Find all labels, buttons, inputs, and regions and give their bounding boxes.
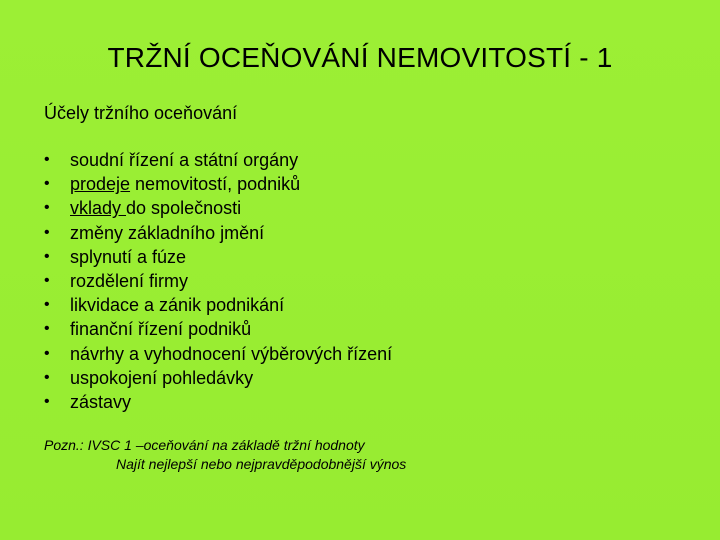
list-item-text: soudní řízení a státní orgány: [70, 150, 299, 170]
bullet-icon: •: [44, 368, 50, 386]
bullet-icon: •: [44, 247, 50, 265]
underlined-text: prodeje: [70, 174, 131, 195]
list-item-text: splynutí a fúze: [70, 246, 187, 267]
slide-title: TRŽNÍ OCEŇOVÁNÍ NEMOVITOSTÍ - 1: [107, 42, 613, 73]
bullet-icon: •: [44, 271, 50, 289]
footnote-line-1: Pozn.: IVSC 1 –oceňování na základě tržní hodnoty: [44, 437, 365, 453]
slide-subtitle: Účely tržního oceňování: [44, 103, 238, 123]
list-item-text: finanční řízení podniků: [70, 319, 252, 340]
footnote-line-2: Najít nejlepší nebo nejpravděpodobnější výnos: [116, 456, 407, 472]
list-item-text: návrhy a vyhodnocení výběrových řízení: [70, 343, 393, 364]
bullet-icon: •: [44, 199, 50, 217]
bullet-icon: •: [44, 296, 50, 314]
list-item-text: vklady do společnosti: [70, 198, 242, 219]
list-item-text: prodeje nemovitostí, podniků: [70, 174, 301, 195]
list-item-text: likvidace a zánik podnikání: [70, 295, 285, 316]
list-item-text: zástavy: [70, 391, 132, 412]
bullet-icon: •: [44, 151, 50, 168]
bullet-icon: •: [44, 175, 50, 193]
list-item-text: uspokojení pohledávky: [70, 367, 254, 388]
bullet-icon: •: [44, 320, 50, 338]
bullet-icon: •: [44, 392, 50, 410]
underlined-text: vklady: [70, 198, 127, 219]
bullet-icon: •: [44, 344, 50, 362]
list-item-text: změny základního jmění: [70, 222, 265, 243]
bullet-icon: •: [44, 223, 50, 241]
list-item-text: rozdělení firmy: [70, 270, 189, 291]
